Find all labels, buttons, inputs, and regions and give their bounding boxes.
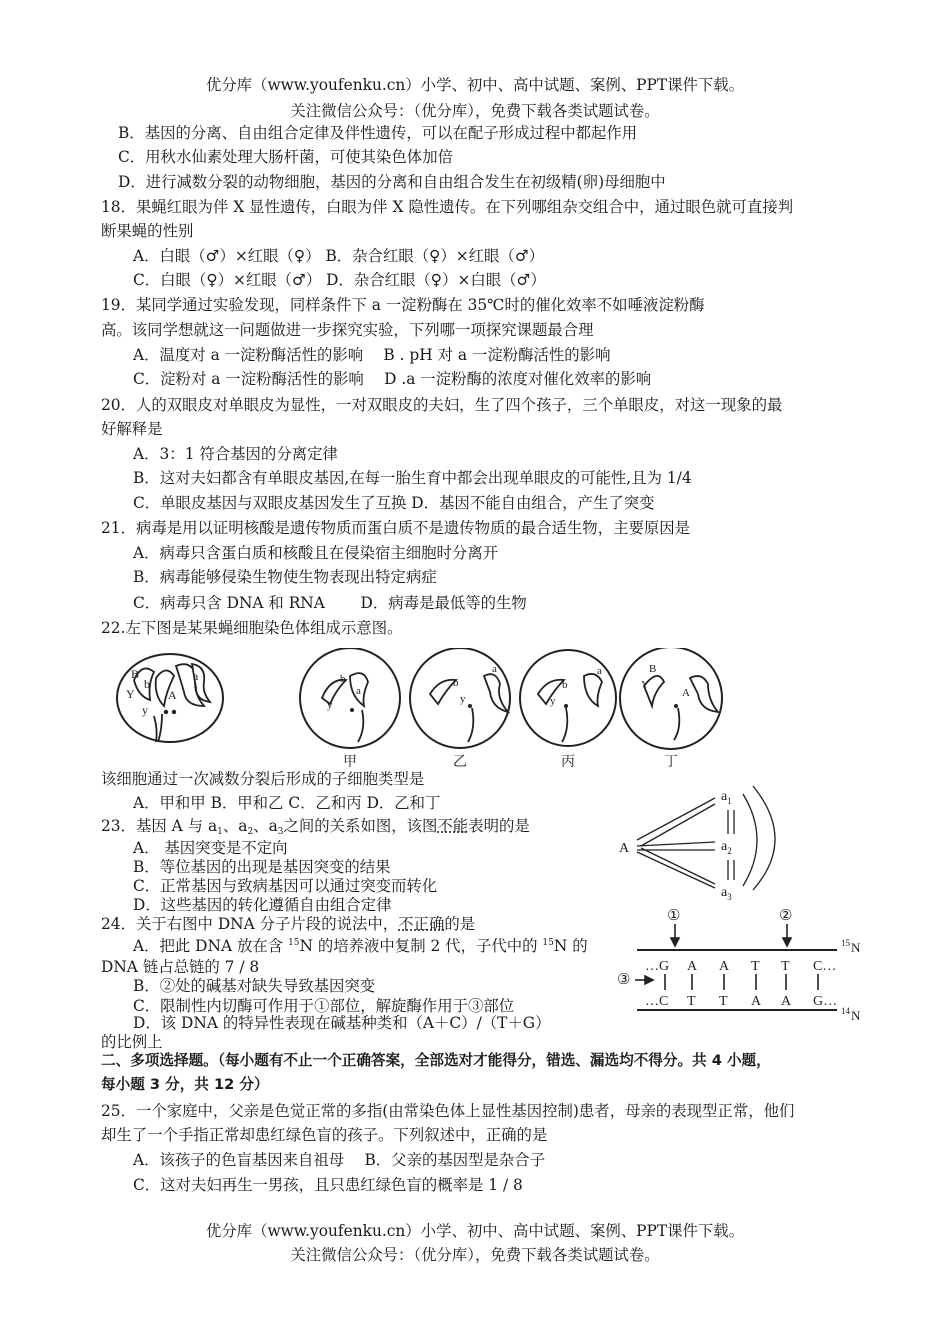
svg-text:b: b <box>340 673 346 685</box>
svg-text:A: A <box>751 994 762 1009</box>
q23-option-d: D．这些基因的转化遵循自由组合定律 <box>133 896 392 914</box>
mark-2: ② <box>779 908 793 924</box>
q24-option-c: C．限制性内切酶可作用于①部位，解旋酶作用于③部位 <box>133 997 515 1015</box>
svg-text:b: b <box>453 677 459 689</box>
q23-option-b: B．等位基因的出现是基因突变的结果 <box>133 858 391 876</box>
svg-text:B: B <box>649 663 657 675</box>
svg-text:G…: G… <box>813 994 838 1009</box>
cell-labels <box>343 754 678 770</box>
q21-stem: 21．病毒是用以证明核酸是遗传物质而蛋白质不是遗传物质的最合适生物，主要原因是 <box>101 519 691 537</box>
label-ding: 丁 <box>664 755 678 770</box>
svg-text:N: N <box>851 940 861 955</box>
svg-text:b: b <box>562 679 568 691</box>
q20-option-a: A．3：1 符合基因的分离定律 <box>133 445 338 463</box>
q24-option-b: B．②处的碱基对缺失导致基因突变 <box>133 977 376 995</box>
mark-3: ③ <box>617 972 631 988</box>
q20-stem-1: 20．人的双眼皮对单眼皮为显性，一对双眼皮的夫妇，生了四个孩子，三个单眼皮，对这一现象的最 <box>101 396 783 414</box>
header-line-2: 关注微信公众号：（优分库），免费下载各类试题试卷。 <box>290 102 660 120</box>
svg-text:a: a <box>597 665 602 677</box>
gene-label-a: a <box>193 669 199 683</box>
top-bases <box>645 959 836 974</box>
q19-options-cd: C．淀粉对 a 一淀粉酶活性的影响 D .a 一淀粉酶的浓度对催化效率的影响 <box>133 370 652 388</box>
q18-options-cd: C．白眼（♀）×红眼（♂） D．杂合红眼（♀）×白眼（♂） <box>133 271 546 289</box>
fig-gene-a3: $a_3$ <box>721 885 732 900</box>
svg-text:y: y <box>327 699 333 711</box>
svg-text:a: a <box>356 685 361 697</box>
svg-text:A: A <box>719 959 730 974</box>
svg-text:14: 14 <box>841 1006 850 1016</box>
q17-option-c: C．用秋水仙素处理大肠杆菌，可使其染色体加倍 <box>118 148 453 166</box>
svg-text:A: A <box>682 687 690 699</box>
q19-stem-1: 19．某同学通过实验发现，同样条件下 a 一淀粉酶在 35℃时的催化效率不如唾液淀粉酶 <box>101 296 705 314</box>
svg-text:T: T <box>687 994 696 1009</box>
svg-text:T: T <box>719 994 728 1009</box>
q25-stem-2: 却生了一个手指正常却患红绿色盲的孩子。下列叙述中，正确的是 <box>101 1126 548 1144</box>
mutation-figure <box>615 780 785 900</box>
q24-option-d-line-2: 的比例上 <box>101 1033 163 1051</box>
svg-text:y: y <box>550 695 556 707</box>
chromosome-figure <box>100 648 870 770</box>
svg-text:N: N <box>851 1008 861 1022</box>
header-line-1: 优分库（www.youfenku.cn）小学、初中、高中试题、案例、PPT课件下载。 <box>205 76 745 94</box>
label-jia: 甲 <box>343 755 357 770</box>
q17-option-b: B．基因的分离、自由组合定律及伴性遗传，可以在配子形成过程中都起作用 <box>118 124 638 142</box>
q22-options: A．甲和甲 B．甲和乙 C．乙和丙 D．乙和丁 <box>133 794 441 812</box>
gene-label-B: B <box>131 667 140 681</box>
gene-label-A: A <box>168 688 177 702</box>
footer-line-1: 优分库（www.youfenku.cn）小学、初中、高中试题、案例、PPT课件下载。 <box>205 1222 745 1240</box>
gene-label-y: y <box>142 703 148 717</box>
cell-jia <box>300 648 400 748</box>
q21-option-b: B．病毒能够侵染生物使生物表现出特定病症 <box>133 568 437 586</box>
svg-text:A: A <box>781 994 792 1009</box>
q21-options-cd: C．病毒只含 DNA 和 RNA D．病毒是最低等的生物 <box>133 594 527 612</box>
q24-option-a-line-1: A．把此 DNA 放在含 $^{15}$N 的培养液中复制 2 代，子代中的 $^{15}$N 的 <box>133 937 588 955</box>
svg-text:a: a <box>492 663 497 675</box>
dna-figure <box>615 902 865 1022</box>
q24-stem: 24．关于右图中 DNA 分子片段的说法中，不正确的是 <box>101 915 476 933</box>
section2-heading-1: 二、多项选择题。（每小题有不止一个正确答案，全部选对才能得分，错选、漏选均不得分。共 4 小题， <box>101 1052 771 1069</box>
footer-line-2: 关注微信公众号：（优分库），免费下载各类试题试卷。 <box>290 1246 660 1264</box>
q22-stem: 22.左下图是某果蝇细胞染色体组成示意图。 <box>101 619 403 637</box>
q19-options-ab: A．温度对 a 一淀粉酶活性的影响 B . pH 对 a 一淀粉酶活性的影响 <box>133 346 611 364</box>
bottom-bases <box>645 994 837 1009</box>
q18-options-ab: A．白眼（♂）×红眼（♀） B．杂合红眼（♀）×红眼（♂） <box>133 247 545 265</box>
q21-option-a: A．病毒只含蛋白质和核酸且在侵染宿主细胞时分离开 <box>133 544 499 562</box>
svg-text:Y: Y <box>641 679 649 691</box>
svg-text:…C: …C <box>645 994 669 1009</box>
q25-options-ab: A．该孩子的色盲基因来自祖母 B．父亲的基因型是杂合子 <box>133 1151 546 1169</box>
q23-stem: 23．基因 A 与 $a_1$、$a_2$、$a_3$之间的关系如图，该图不能表明的是 <box>101 817 530 837</box>
svg-text:15: 15 <box>841 938 850 948</box>
q24-option-d-line-1: D．该 DNA 的特异性表现在碱基种类和（A＋C）/（T＋G） <box>133 1014 551 1032</box>
fig-gene-a1: $a_1$ <box>721 789 732 806</box>
svg-text:A: A <box>687 959 698 974</box>
q20-options-cd: C．单眼皮基因与双眼皮基因发生了互换 D．基因不能自由组合，产生了突变 <box>133 494 655 512</box>
svg-text:C…: C… <box>813 959 837 974</box>
svg-text:…G: …G <box>645 959 670 974</box>
svg-text:y: y <box>460 693 466 705</box>
svg-text:T: T <box>751 959 760 974</box>
q25-option-c: C．这对夫妇再生一男孩，且只患红绿色盲的概率是 1 / 8 <box>133 1176 523 1194</box>
q18-stem-1: 18．果蝇红眼为伴 X 显性遗传，白眼为伴 X 隐性遗传。在下列哪组杂交组合中，通过眼色就可直接判 <box>101 198 794 216</box>
label-yi: 乙 <box>453 755 467 770</box>
section2-heading-2: 每小题 3 分，共 12 分） <box>101 1076 269 1093</box>
q17-option-d: D．进行减数分裂的动物细胞，基因的分离和自由组合发生在初级精(卵)母细胞中 <box>118 173 666 191</box>
svg-text:T: T <box>781 959 790 974</box>
parent-dots <box>164 710 176 714</box>
q19-stem-2: 高。该同学想就这一问题做进一步探究实验，下列哪一项探究课题最合理 <box>101 321 594 339</box>
gene-label-Y: Y <box>126 687 135 701</box>
fig-gene-A: A <box>619 841 630 856</box>
mark-1: ① <box>667 908 681 924</box>
label-bing: 丙 <box>561 755 575 770</box>
q23-option-c: C．正常基因与致病基因可以通过突变而转化 <box>133 877 438 895</box>
q24-option-a-line-2: DNA 链占总链的 7 / 8 <box>101 958 260 976</box>
gene-label-b: b <box>144 677 150 691</box>
q18-stem-2: 断果蝇的性别 <box>101 222 194 240</box>
q23-option-a: A． 基因突变是不定向 <box>133 839 288 857</box>
q25-stem-1: 25．一个家庭中，父亲是色觉正常的多指(由常染色体上显性基因控制)患者，母亲的表现型正常，他们 <box>101 1102 795 1120</box>
q20-stem-2: 好解释是 <box>101 420 163 438</box>
q20-option-b: B．这对夫妇都含有单眼皮基因,在每一胎生育中都会出现单眼皮的可能性,且为 1/4 <box>133 469 692 487</box>
fig-gene-a2: $a_2$ <box>721 839 732 856</box>
q22-stem-2: 该细胞通过一次减数分裂后形成的子细胞类型是 <box>101 770 425 788</box>
